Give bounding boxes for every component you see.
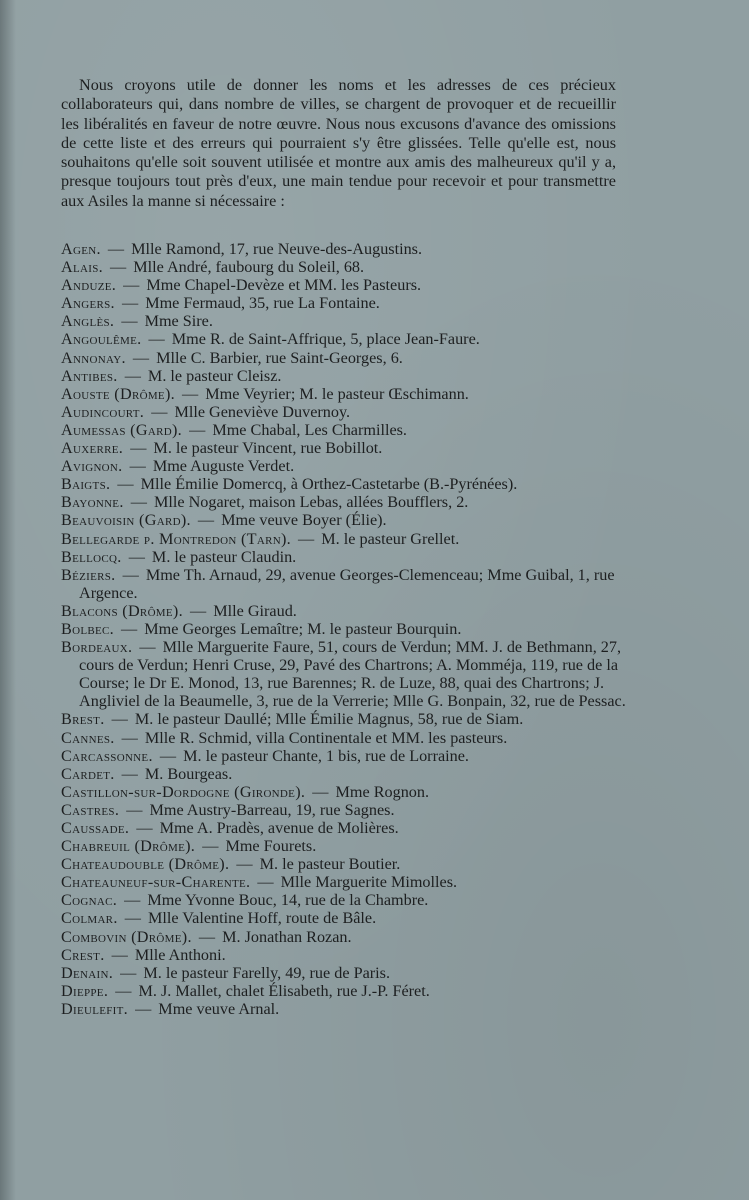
separator-dash: — xyxy=(151,402,168,421)
separator-dash: — xyxy=(121,619,138,638)
contact-details: M. J. Mallet, chalet Élisabeth, rue J.-P. Féret. xyxy=(138,981,430,1000)
list-item xyxy=(61,566,626,602)
list-item xyxy=(61,1000,626,1018)
city-name: Cannes. xyxy=(61,728,115,747)
contact-details: Mme R. de Saint-Affrique, 5, place Jean-Faure. xyxy=(171,330,480,349)
separator-dash: — xyxy=(198,927,216,946)
separator-dash: — xyxy=(111,945,128,964)
city-name: Caussade. xyxy=(61,819,130,837)
list-item xyxy=(61,946,626,964)
contact-details: Mme Fourets. xyxy=(225,837,317,856)
contact-details: Mlle Giraud. xyxy=(213,601,297,620)
city-name: Avignon. xyxy=(61,457,123,476)
intro-paragraph: Nous croyons utile de donner les noms et les adresses de ces précieux collaborateurs qui, dans nombre de villes, se chargent de provoquer et de recueillir les libéralités en faveur de notre œuvre. Nous nous excusons d'avance des omissions de cette liste et des erreurs qui pourraient s'y être glissées. Telle qu'elle est, nous souhaitons qu'elle soit souvent utilisée et montre aux amis des malheureux qu'il y a, presque toujours tout près d'eux, une main tendue pour recevoir et pour transmettre aux Asiles la manne si nécessaire : xyxy=(61,76,616,210)
separator-dash: — xyxy=(202,837,219,856)
contact-details: Mme Veyrier; M. le pasteur Œschimann. xyxy=(205,384,469,403)
contact-details: Mlle Émilie Domercq, à Orthez-Castetarbe (B.-Pyrénées). xyxy=(140,475,518,494)
list-item xyxy=(61,765,626,783)
list-item xyxy=(61,294,626,312)
separator-dash: — xyxy=(132,348,150,367)
list-item xyxy=(61,602,626,620)
contact-details: Mlle Marguerite Faure, 51, cours de Verdun; MM. J. de Bethmann, 27, cours de Verdun; Henri Cruse, 29, Pavé des Chartrons; A. Momméja, 119, rue de la Course; le Dr E. Monod, 13, rue Barennes; R. de Luze, 88, quai des Chartrons; J. Angliviel de la Beaumelle, 3, rue de la Verrerie; Mlle G. Bonpain, 32, rue de Pessac. xyxy=(79,638,626,711)
list-item xyxy=(61,873,626,891)
contact-details: Mme Austry-Barreau, 19, rue Sagnes. xyxy=(149,800,395,819)
city-name: Dieppe. xyxy=(61,981,109,1000)
contact-details: M. le pasteur Chante, 1 bis, rue de Lorraine. xyxy=(183,746,469,765)
separator-dash: — xyxy=(148,330,165,349)
city-name: Bellocq. xyxy=(61,547,122,566)
contact-details: Mlle Geneviève Duvernoy. xyxy=(174,402,351,421)
list-item xyxy=(61,909,626,927)
separator-dash: — xyxy=(124,891,141,910)
separator-dash: — xyxy=(139,638,156,657)
list-item xyxy=(61,928,626,946)
contact-details: M. Jonathan Rozan. xyxy=(222,927,352,946)
list-item xyxy=(61,855,626,873)
contact-details: Mlle Anthoni. xyxy=(134,945,226,964)
list-item xyxy=(61,982,626,1000)
list-item xyxy=(61,330,626,348)
city-name: Beauvoisin (Gard). xyxy=(61,511,191,530)
list-item xyxy=(61,240,626,258)
city-name: Crest. xyxy=(61,945,105,964)
contact-details: Mlle Ramond, 17, rue Neuve-des-Augustins. xyxy=(131,240,423,258)
contact-details: M. Bourgeas. xyxy=(144,764,233,783)
list-item xyxy=(61,801,626,819)
collaborator-list xyxy=(61,240,626,1018)
separator-dash: — xyxy=(121,764,138,783)
list-item xyxy=(61,439,626,457)
separator-dash: — xyxy=(236,855,253,874)
city-name: Castillon-sur-Dordogne (Gironde). xyxy=(61,782,306,801)
city-name: Chateauneuf-sur-Charente. xyxy=(61,873,251,892)
city-name: Annonay. xyxy=(61,348,126,367)
city-name: Bordeaux. xyxy=(61,638,133,657)
list-item xyxy=(61,349,626,367)
list-item xyxy=(61,367,626,385)
separator-dash: — xyxy=(124,909,141,928)
city-name: Dieulefit. xyxy=(61,999,129,1018)
city-name: Agen. xyxy=(61,240,101,258)
list-item xyxy=(61,729,626,747)
separator-dash: — xyxy=(136,819,153,837)
list-item xyxy=(61,511,626,529)
separator-dash: — xyxy=(126,800,143,819)
separator-dash: — xyxy=(129,457,146,476)
city-name: Baigts. xyxy=(61,475,111,494)
city-name: Aumessas (Gard). xyxy=(61,420,183,439)
contact-details: Mme Yvonne Bouc, 14, rue de la Chambre. xyxy=(147,891,429,910)
separator-dash: — xyxy=(121,294,139,313)
city-name: Béziers. xyxy=(61,565,116,584)
separator-dash: — xyxy=(197,511,215,530)
list-item xyxy=(61,258,626,276)
list-item xyxy=(61,493,626,511)
city-name: Blacons (Drôme). xyxy=(61,601,183,620)
city-name: Colmar. xyxy=(61,909,118,928)
contact-details: M. le pasteur Daullé; Mlle Émilie Magnus, 58, rue de Siam. xyxy=(134,710,524,729)
city-name: Antibes. xyxy=(61,366,118,385)
contact-details: Mme Chabal, Les Charmilles. xyxy=(212,420,407,439)
separator-dash: — xyxy=(110,258,127,277)
separator-dash: — xyxy=(111,710,128,729)
city-name: Bellegarde p. Montredon (Tarn). xyxy=(61,529,291,548)
contact-details: Mme veuve Boyer (Élie). xyxy=(221,511,387,530)
contact-details: Mme Sire. xyxy=(144,312,213,331)
separator-dash: — xyxy=(130,493,147,512)
contact-details: Mlle Nogaret, maison Lebas, allées Boufflers, 2. xyxy=(153,493,469,512)
separator-dash: — xyxy=(135,999,152,1018)
separator-dash: — xyxy=(298,529,315,548)
city-name: Angoulême. xyxy=(61,330,142,349)
list-item xyxy=(61,457,626,475)
list-item xyxy=(61,385,626,403)
city-name: Anduze. xyxy=(61,276,117,295)
separator-dash: — xyxy=(189,420,206,439)
separator-dash: — xyxy=(182,384,199,403)
contact-details: Mlle Marguerite Mimolles. xyxy=(280,873,458,892)
separator-dash: — xyxy=(117,475,134,494)
city-name: Aouste (Drôme). xyxy=(61,384,175,403)
city-name: Combovin (Drôme). xyxy=(61,927,192,946)
separator-dash: — xyxy=(128,547,145,566)
separator-dash: — xyxy=(124,366,141,385)
separator-dash: — xyxy=(312,782,329,801)
city-name: Bayonne. xyxy=(61,493,124,512)
contact-details: Mlle Valentine Hoff, route de Bâle. xyxy=(147,909,377,928)
separator-dash: — xyxy=(121,728,138,747)
separator-dash: — xyxy=(190,601,207,620)
separator-dash: — xyxy=(107,240,125,258)
separator-dash: — xyxy=(159,746,177,765)
contact-details: M. le pasteur Cleisz. xyxy=(147,366,282,385)
list-item xyxy=(61,530,626,548)
contact-details: Mlle R. Schmid, villa Continentale et MM. les pasteurs. xyxy=(144,728,508,747)
contact-details: M. le pasteur Vincent, rue Bobillot. xyxy=(153,439,383,458)
contact-details: Mme Chapel-Devèze et MM. les Pasteurs. xyxy=(146,276,422,295)
separator-dash: — xyxy=(257,873,274,892)
separator-dash: — xyxy=(121,312,138,331)
contact-details: Mlle C. Barbier, rue Saint-Georges, 6. xyxy=(156,348,403,367)
list-item xyxy=(61,620,626,638)
contact-details: M. le pasteur Grellet. xyxy=(321,529,460,548)
city-name: Audincourt. xyxy=(61,402,145,421)
contact-details: Mme A. Pradès, avenue de Molières. xyxy=(159,819,399,837)
contact-details: Mme Th. Arnaud, 29, avenue Georges-Clemenceau; Mme Guibal, 1, rue Argence. xyxy=(79,565,615,602)
contact-details: M. le pasteur Farelly, 49, rue de Paris. xyxy=(143,963,390,982)
separator-dash: — xyxy=(123,276,140,295)
city-name: Brest. xyxy=(61,710,105,729)
city-name: Cognac. xyxy=(61,891,118,910)
contact-details: Mme Georges Lemaître; M. le pasteur Bourquin. xyxy=(144,619,462,638)
city-name: Carcassonne. xyxy=(61,746,153,765)
contact-details: Mme veuve Arnal. xyxy=(158,999,280,1018)
list-item xyxy=(61,819,626,837)
city-name: Cardet. xyxy=(61,764,115,783)
city-name: Bolbec. xyxy=(61,619,114,638)
contact-details: Mme Auguste Verdet. xyxy=(152,457,295,476)
list-item xyxy=(61,403,626,421)
separator-dash: — xyxy=(115,981,132,1000)
contact-details: Mlle André, faubourg du Soleil, 68. xyxy=(133,258,365,277)
list-item xyxy=(61,421,626,439)
list-item xyxy=(61,710,626,728)
city-name: Auxerre. xyxy=(61,439,124,458)
list-item xyxy=(61,747,626,765)
city-name: Anglès. xyxy=(61,312,115,331)
list-item xyxy=(61,964,626,982)
city-name: Denain. xyxy=(61,963,114,982)
list-item xyxy=(61,312,626,330)
list-item xyxy=(61,475,626,493)
city-name: Alais. xyxy=(61,258,103,277)
list-item xyxy=(61,276,626,294)
separator-dash: — xyxy=(122,565,139,584)
list-item xyxy=(61,783,626,801)
contact-details: Mme Fermaud, 35, rue La Fontaine. xyxy=(145,294,380,313)
list-item xyxy=(61,891,626,909)
contact-details: M. le pasteur Claudin. xyxy=(151,547,297,566)
list-item xyxy=(61,638,626,710)
contact-details: Mme Rognon. xyxy=(335,782,430,801)
list-item xyxy=(61,837,626,855)
contact-details: M. le pasteur Boutier. xyxy=(259,855,401,874)
separator-dash: — xyxy=(120,963,137,982)
separator-dash: — xyxy=(130,439,147,458)
city-name: Castres. xyxy=(61,800,120,819)
city-name: Chateaudouble (Drôme). xyxy=(61,855,230,874)
city-name: Chabreuil (Drôme). xyxy=(61,837,196,856)
list-item xyxy=(61,548,626,566)
city-name: Angers. xyxy=(61,294,115,313)
